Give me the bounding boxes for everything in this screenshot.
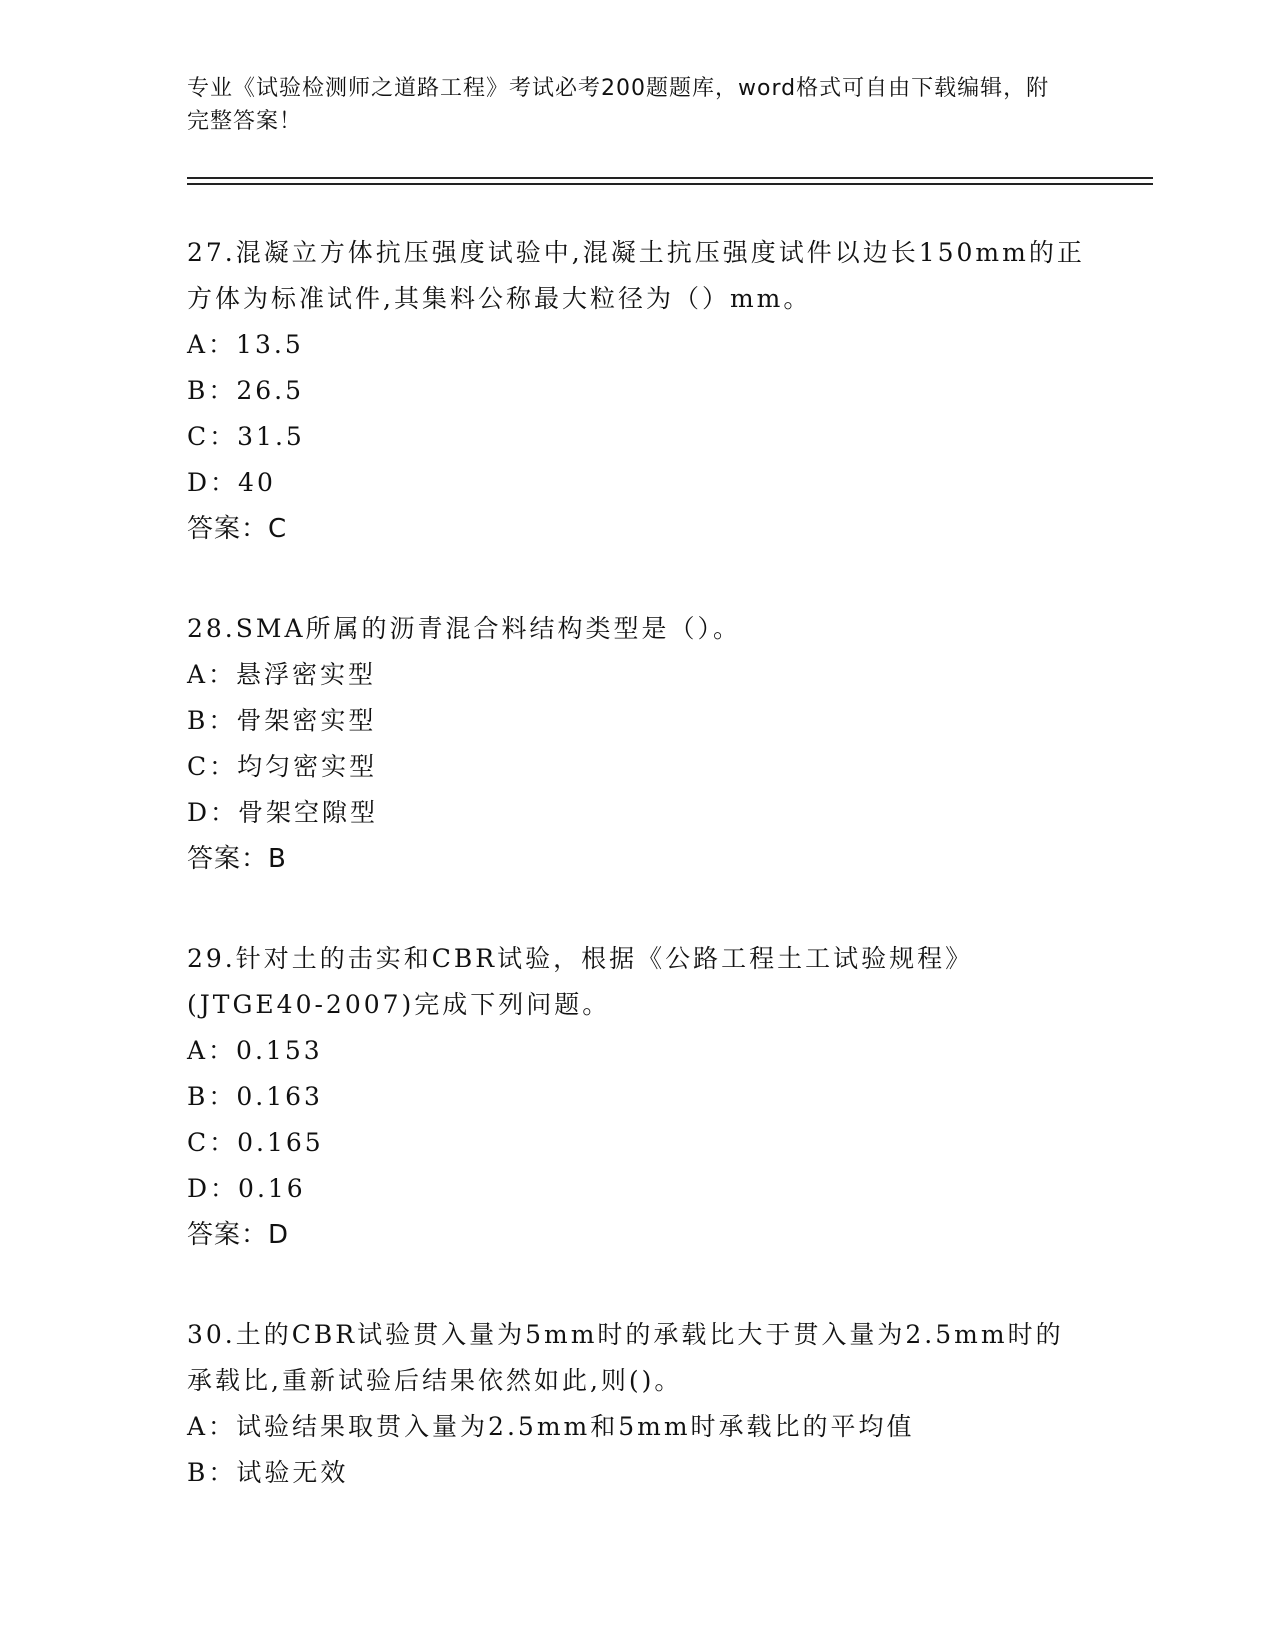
option-d: D：0.16 xyxy=(187,1174,306,1203)
question-28 xyxy=(187,606,1087,882)
option-c: C：均匀密实型 xyxy=(187,752,378,781)
option-d: D：骨架空隙型 xyxy=(187,798,379,827)
question-stem: 29.针对土的击实和CBR试验，根据《公路工程土工试验规程》(JTGE40-2007)完成下列问题。 xyxy=(187,944,974,1019)
option-c: C：31.5 xyxy=(187,422,305,451)
option-b: B：0.163 xyxy=(187,1082,323,1111)
question-stem: 27.混凝立方体抗压强度试验中,混凝土抗压强度试件以边长150mm的正方体为标准试件,其集料公称最大粒径为（）mm。 xyxy=(187,238,1085,313)
option-d: D：40 xyxy=(187,468,276,497)
header-divider-bottom xyxy=(187,183,1153,185)
header-divider-top xyxy=(187,177,1153,179)
answer-line: 答案：C xyxy=(187,514,288,544)
option-b: B：骨架密实型 xyxy=(187,706,377,735)
option-b: B：试验无效 xyxy=(187,1458,349,1487)
question-stem: 30.土的CBR试验贯入量为5mm时的承载比大于贯入量为2.5mm时的承载比,重新试验后结果依然如此,则()。 xyxy=(187,1320,1064,1395)
answer-line: 答案：B xyxy=(187,844,287,874)
question-29 xyxy=(187,936,1087,1258)
question-stem: 28.SMA所属的沥青混合料结构类型是（）。 xyxy=(187,614,742,643)
option-a: A：试验结果取贯入量为2.5mm和5mm时承载比的平均值 xyxy=(187,1412,915,1441)
document-header: 专业《试验检测师之道路工程》考试必考200题题库，word格式可自由下载编辑，附完整答案！ xyxy=(187,76,1050,134)
answer-line: 答案：D xyxy=(187,1220,290,1250)
question-list xyxy=(187,230,1087,1550)
option-b: B：26.5 xyxy=(187,376,305,405)
option-a: A：0.153 xyxy=(187,1036,323,1065)
option-a: A：13.5 xyxy=(187,330,304,359)
question-27 xyxy=(187,230,1087,552)
question-30 xyxy=(187,1312,1087,1496)
option-c: C：0.165 xyxy=(187,1128,324,1157)
option-a: A：悬浮密实型 xyxy=(187,660,377,689)
